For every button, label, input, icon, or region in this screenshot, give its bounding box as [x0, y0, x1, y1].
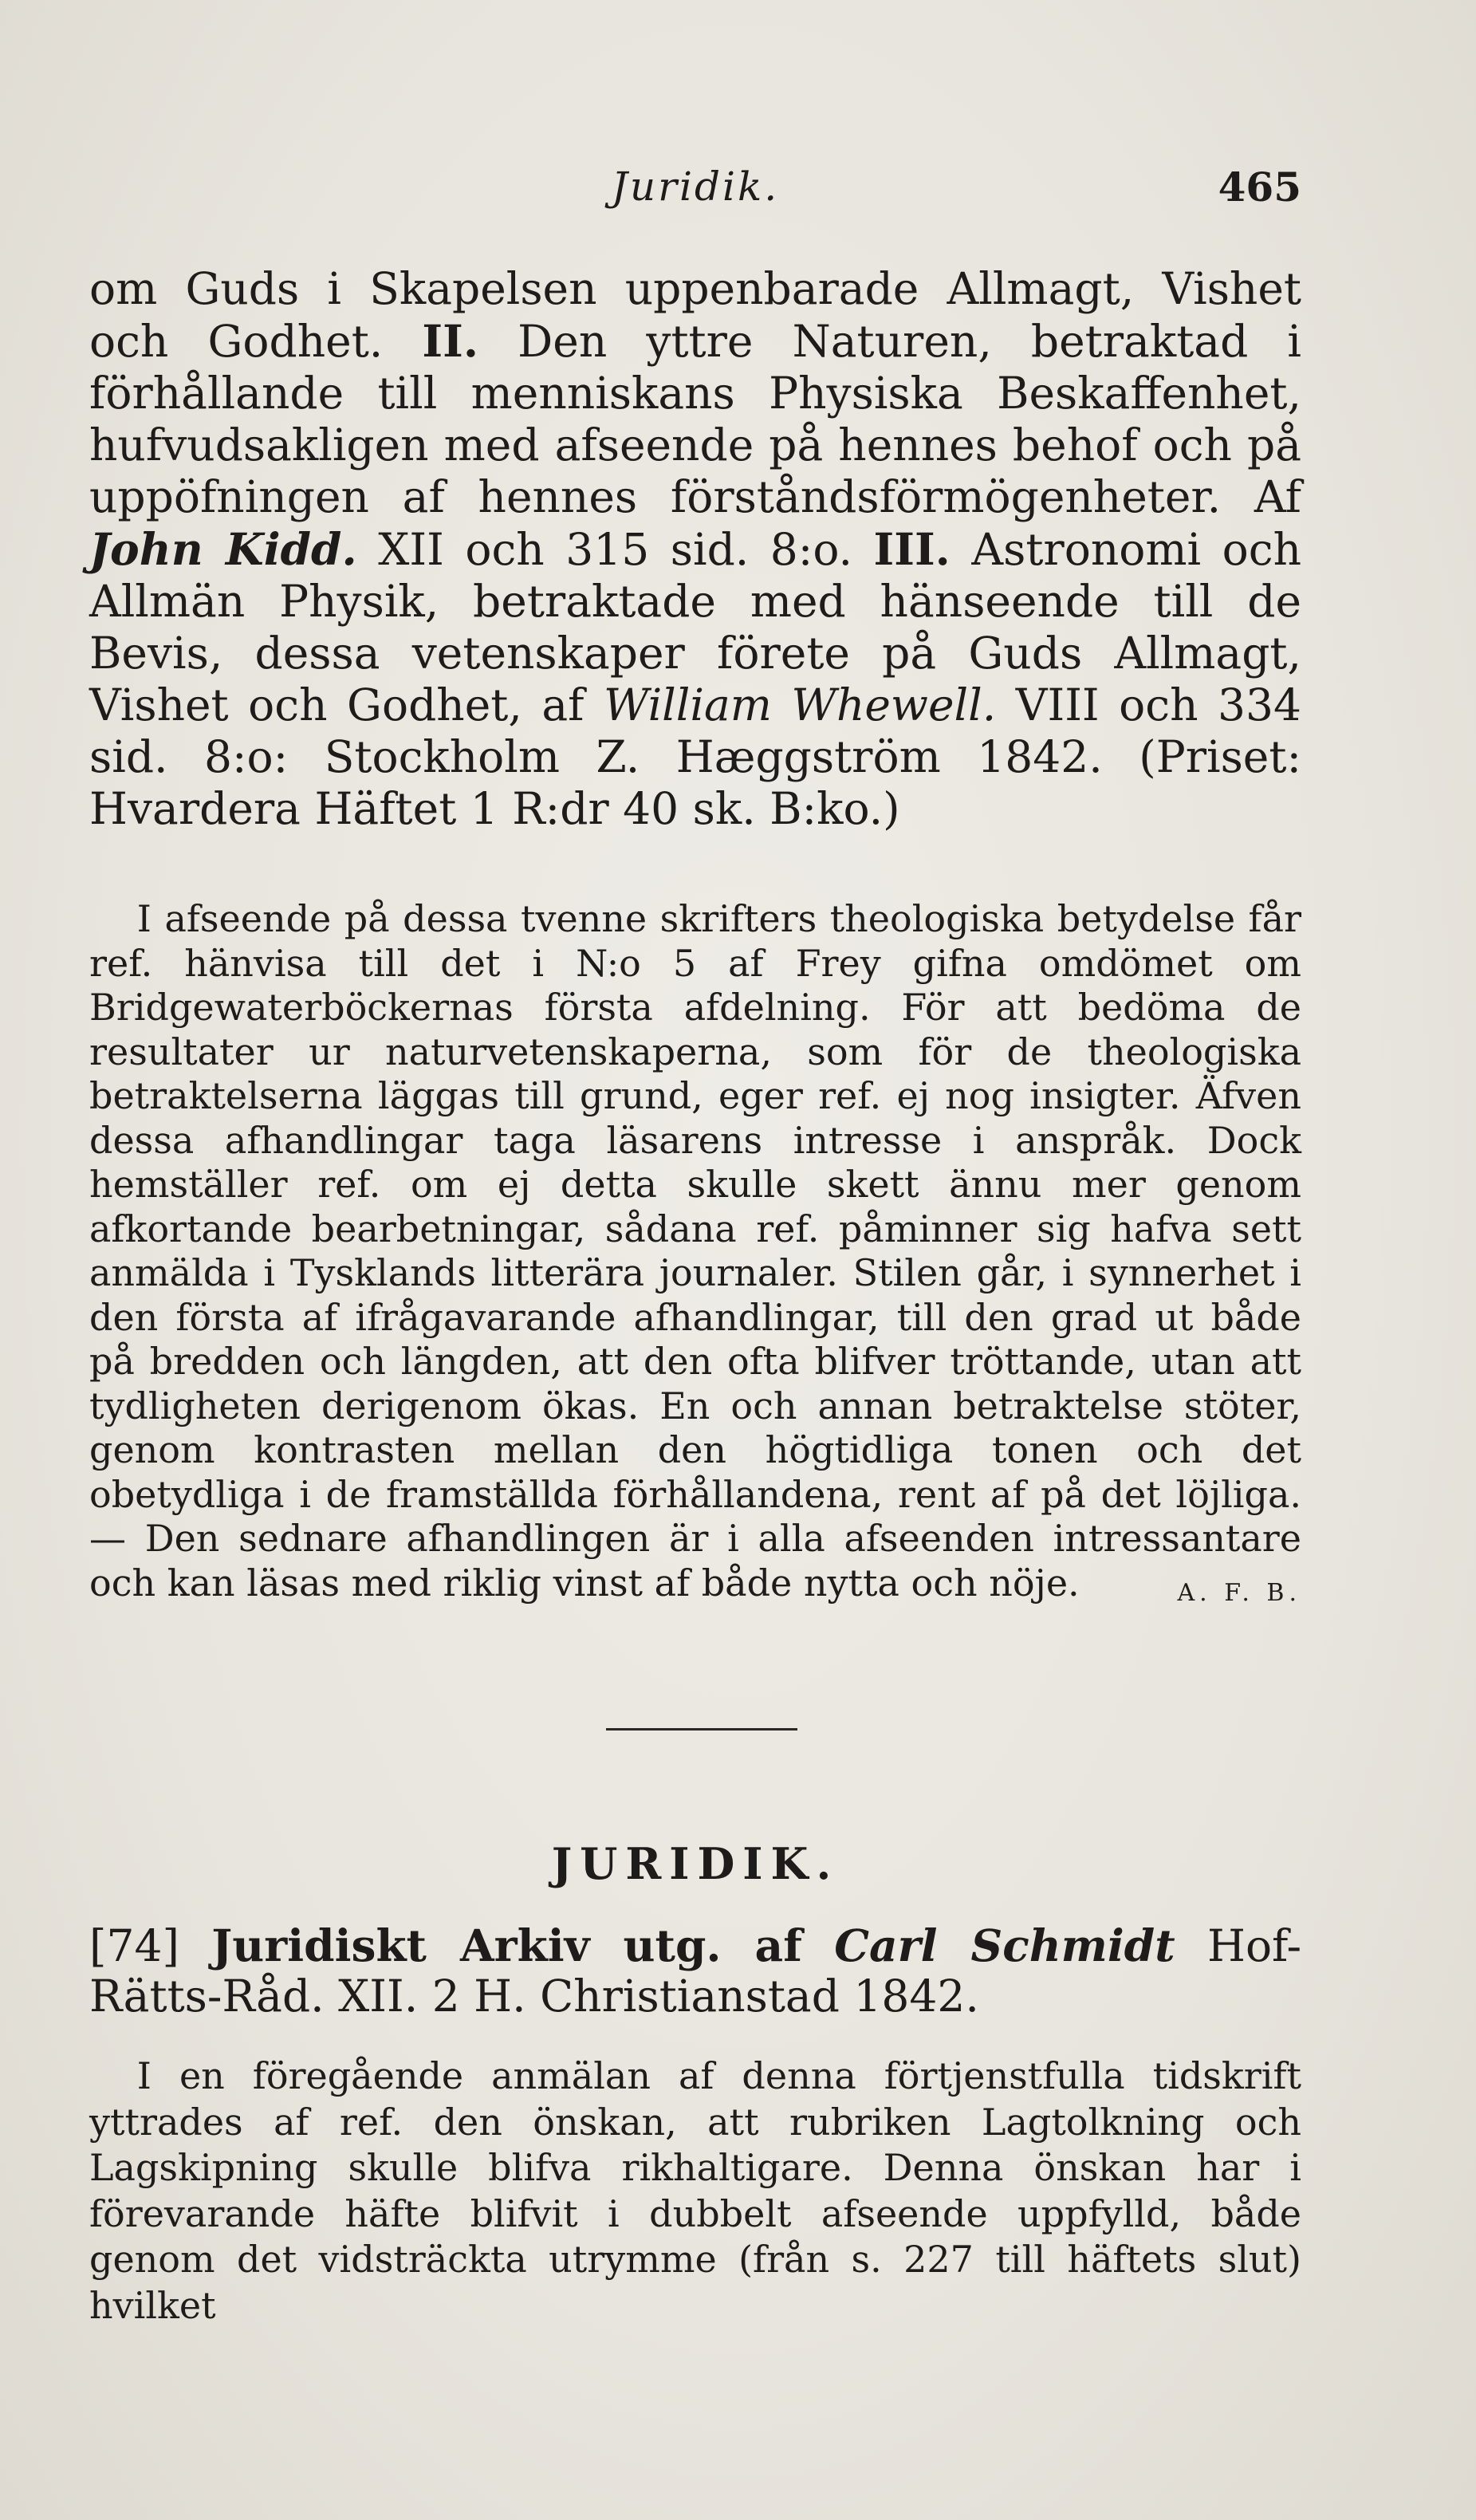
section-heading: JURIDIK. — [551, 1838, 840, 1889]
part-two-numeral: II. — [422, 315, 479, 367]
details-whewell: VIII och 334 sid. 8:o: Stockholm Z. Hæggström 1842. (Priset: Hvardera Häftet 1 R:dr 40 sk. B:ko.) — [89, 679, 1302, 834]
review-paragraph — [89, 897, 1301, 1615]
entry-continued — [89, 263, 1301, 835]
author-kidd: John Kidd. — [89, 523, 357, 575]
review-74-text: I en föregående anmälan af denna förtjenstfulla tidskrift yttrades af ref. den önskan, att rubriken Lagtolkning och Lagskipning skulle blifva rikhaltigare. Denna önskan har i förevarande häfte blifvit i dubbelt afseende uppfylld, både genom det vidsträckta utrymme (från s. 227 till häftets slut) hvilket — [89, 2054, 1301, 2327]
entry-title: Juridiskt Arkiv utg. af — [211, 1920, 802, 1971]
details-kidd: XII och 315 sid. 8:o. — [378, 524, 852, 575]
part-three-text: Astronomi och Allmän Physik, betraktade med hänseende till de Bevis, dessa vetenskaper förete på Guds Allmagt, Vishet och Godhet, af — [89, 524, 1302, 730]
section-divider — [606, 1728, 797, 1731]
page-number: 465 — [1218, 163, 1301, 211]
author-whewell: William Whewell. — [604, 679, 997, 730]
review-text: I afseende på dessa tvenne skrifters theologiska betydelse får ref. hänvisa till det i N:o 5 af Frey gifna omdömet om Bridgewaterböckernas första afdelning. För att bedöma de resultater ur naturvetenskaperna, som för de theologiska betraktelserna läggas till grund, eger ref. ej nog insigter. Äfven dessa afhandlingar taga läsarens intresse i anspråk. Dock hemställer ref. om ej detta skulle skett ännu mer genom afkortande bearbetningar, sådana ref. påminner sig hafva sett anmälda i Tysklands litterära journaler. Stilen går, i synnerhet i den första af ifrågavarande afhandlingar, till den grad ut både på bredden och längden, att den ofta blifver tröttande, utan att tydligheten derigenom ökas. En och annan betraktelse stöter, genom kontrasten mellan den högtidliga tonen och det obetydliga i de framställda förhållandena, rent af på det löjliga. — Den sednare afhandlingen är i alla afseenden intressantare och kan läsas med riklig vinst af både nytta och nöje. — [89, 897, 1301, 1605]
running-title: Juridik. — [611, 163, 780, 210]
reviewer-signature: A. F. B. — [1177, 1578, 1301, 1607]
review-74-paragraph — [89, 2053, 1301, 2329]
entry-74 — [89, 1920, 1301, 2022]
entry-details: Hof-Rätts-Råd. XII. 2 H. Christianstad 1842. — [89, 1920, 1302, 2022]
part-three-numeral: III. — [873, 523, 951, 575]
part-two-text: Den yttre Naturen, betraktad i förhållande till menniskans Physiska Beskaffenhet, hufvudsakligen med afseende på hennes behof och på uppöfningen af hennes förståndsförmögenheter. Af — [89, 316, 1302, 522]
entry-lead: om Guds i Skapelsen uppenbarade Allmagt, Vishet och Godhet. — [89, 263, 1301, 367]
entry-number: [74] — [89, 1920, 179, 1971]
entry-editor: Carl Schmidt — [834, 1920, 1175, 1971]
page-header — [89, 163, 1301, 235]
